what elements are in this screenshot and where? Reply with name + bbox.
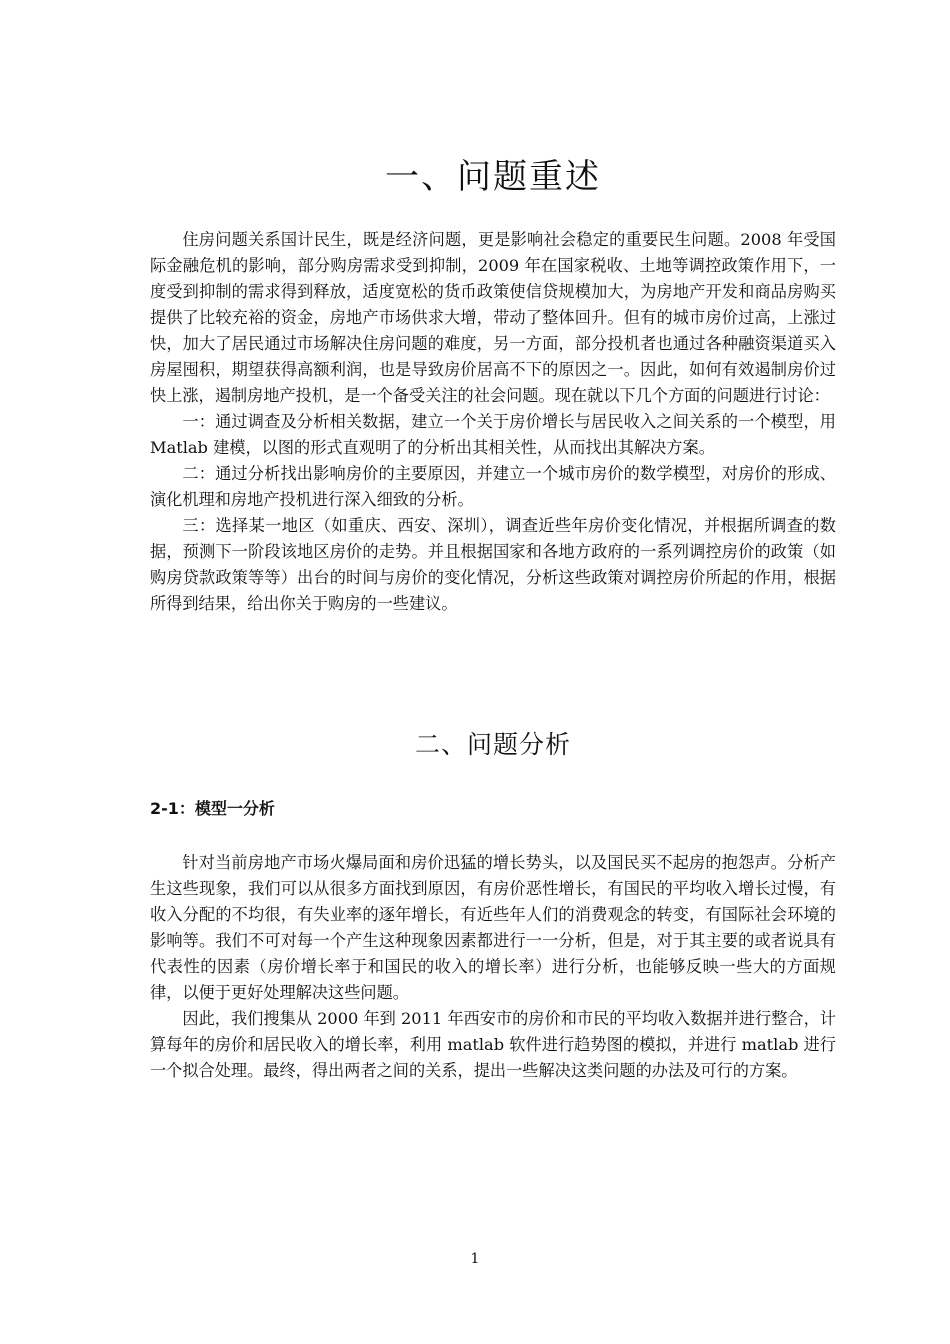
intro-section (150, 227, 836, 617)
subsection-heading: 2-1：模型一分析 (150, 799, 275, 818)
analysis-paragraph: 因此，我们搜集从 2000 年到 2011 年西安市的房价和市民的平均收入数据并进行整合，计算每年的房价和居民收入的增长率，利用 matlab 软件进行趋势图的模拟，并进行 matlab 进行一个拟合处理。最终，得出两者之间的关系，提出一些解决这类问题的办法及可行的方案。 (150, 1009, 836, 1080)
page-title: 一、问题重述 (385, 156, 601, 197)
intro-item-two: 二：通过分析找出影响房价的主要原因，并建立一个城市房价的数学模型，对房价的形成、演化机理和房地产投机进行深入细致的分析。 (150, 464, 836, 509)
section-title: 二、问题分析 (414, 729, 571, 759)
intro-paragraph: 住房问题关系国计民生，既是经济问题，更是影响社会稳定的重要民生问题。2008 年受国际金融危机的影响，部分购房需求受到抑制，2009 年在国家税收、土地等调控政策作用下，一度受到抑制的需求得到释放，适度宽松的货币政策使信贷规模加大，为房地产开发和商品房购买提供了比较充裕的资金，房地产市场供求大增，带动了整体回升。但有的城市房价过高，上涨过快，加大了居民通过市场解决住房问题的难度，另一方面，部分投机者也通过各种融资渠道买入房屋囤积，期望获得高额利润，也是导致房价居高不下的原因之一。因此，如何有效遏制房价过快上涨，遏制房地产投机，是一个备受关注的社会问题。现在就以下几个方面的问题进行讨论： (150, 230, 836, 405)
analysis-paragraph: 针对当前房地产市场火爆局面和房价迅猛的增长势头，以及国民买不起房的抱怨声。分析产生这些现象，我们可以从很多方面找到原因，有房价恶性增长，有国民的平均收入增长过慢，有收入分配的不均很，有失业率的逐年增长，有近些年人们的消费观念的转变，有国际社会环境的影响等。我们不可对每一个产生这种现象因素都进行一一分析，但是，对于其主要的或者说具有代表性的因素（房价增长率于和国民的收入的增长率）进行分析，也能够反映一些大的方面规律，以便于更好处理解决这些问题。 (150, 853, 836, 1002)
intro-item-one: 一：通过调查及分析相关数据，建立一个关于房价增长与居民收入之间关系的一个模型，用 Matlab 建模，以图的形式直观明了的分析出其相关性，从而找出其解决方案。 (150, 412, 836, 457)
page-number: 1 (470, 1251, 480, 1267)
analysis-section (150, 850, 836, 1084)
intro-item-three: 三：选择某一地区（如重庆、西安、深圳），调查近些年房价变化情况，并根据所调查的数据，预测下一阶段该地区房价的走势。并且根据国家和各地方政府的一系列调控房价的政策（如购房贷款政策等等）出台的时间与房价的变化情况，分析这些政策对调控房价所起的作用，根据所得到结果，给出你关于购房的一些建议。 (150, 516, 836, 613)
